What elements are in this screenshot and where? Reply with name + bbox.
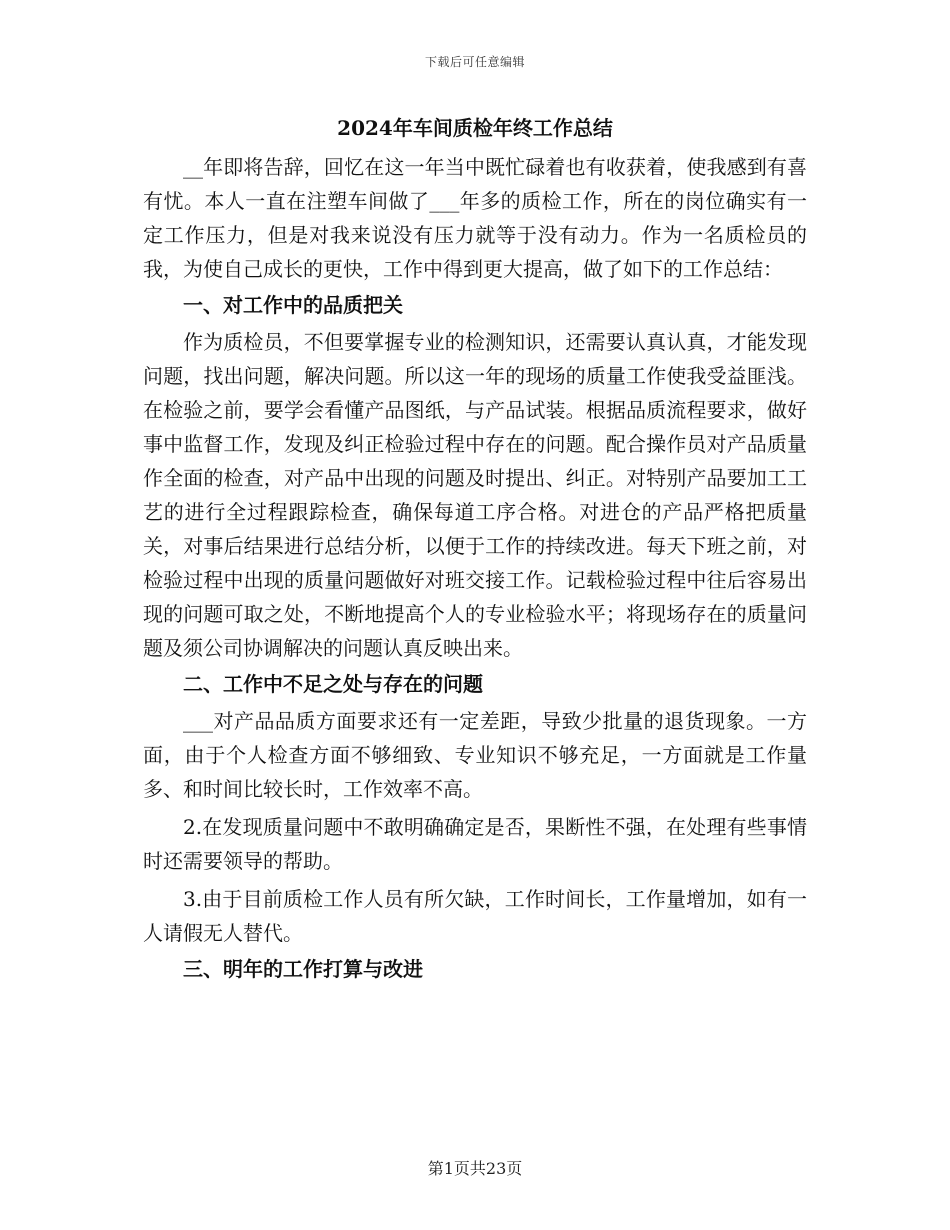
section-1-paragraph: 作为质检员，不但要掌握专业的检测知识，还需要认真认真，才能发现问题，找出问题，解决问题。所以这一年的现场的质量工作使我受益匪浅。在检验之前，要学会看懂产品图纸，与产品试装。根据品质流程要求，做好事中监督工作，发现及纠正检验过程中存在的问题。配合操作员对产品质量作全面的检查，对产品中出现的问题及时提出、纠正。对特别产品要加工工艺的进行全过程跟踪检查，确保每道工序合格。对进仓的产品严格把质量关，对事后结果进行总结分析，以便于工作的持续改进。每天下班之前，对检验过程中出现的质量问题做好对班交接工作。记载检验过程中往后容易出现的问题可取之处，不断地提高个人的专业检验水平；将现场存在的质量问题及须公司协调解决的问题认真反映出来。 <box>143 330 807 660</box>
page-footer: 第1页共23页 <box>427 1159 523 1178</box>
section-heading-3: 三、明年的工作打算与改进 <box>183 957 423 981</box>
section-2-item-2: 2.在发现质量问题中不敢明确确定是否，果断性不强，在处理有些事情时还需要领导的帮助。 <box>143 815 807 873</box>
section-heading-2: 二、工作中不足之处与存在的问题 <box>183 672 483 696</box>
section-heading-1: 一、对工作中的品质把关 <box>183 293 403 317</box>
document-title: 2024年车间质检年终工作总结 <box>337 116 613 140</box>
section-2-paragraph: ___对产品品质方面要求还有一定差距，导致少批量的退货现象。一方面，由于个人检查方面不够细致、专业知识不够充足，一方面就是工作量多、和时间比较长时，工作效率不高。 <box>143 709 807 801</box>
header-note: 下载后可任意编辑 <box>424 55 525 69</box>
section-2-item-3: 3.由于目前质检工作人员有所欠缺，工作时间长，工作量增加，如有一人请假无人替代。 <box>143 887 807 945</box>
document-body <box>143 150 807 989</box>
intro-paragraph: __年即将告辞，回忆在这一年当中既忙碌着也有收获着，使我感到有喜有忧。本人一直在注塑车间做了___年多的质检工作，所在的岗位确实有一定工作压力，但是对我来说没有压力就等于没有动力。作为一名质检员的我，为使自己成长的更快，工作中得到更大提高，做了如下的工作总结： <box>143 155 807 281</box>
